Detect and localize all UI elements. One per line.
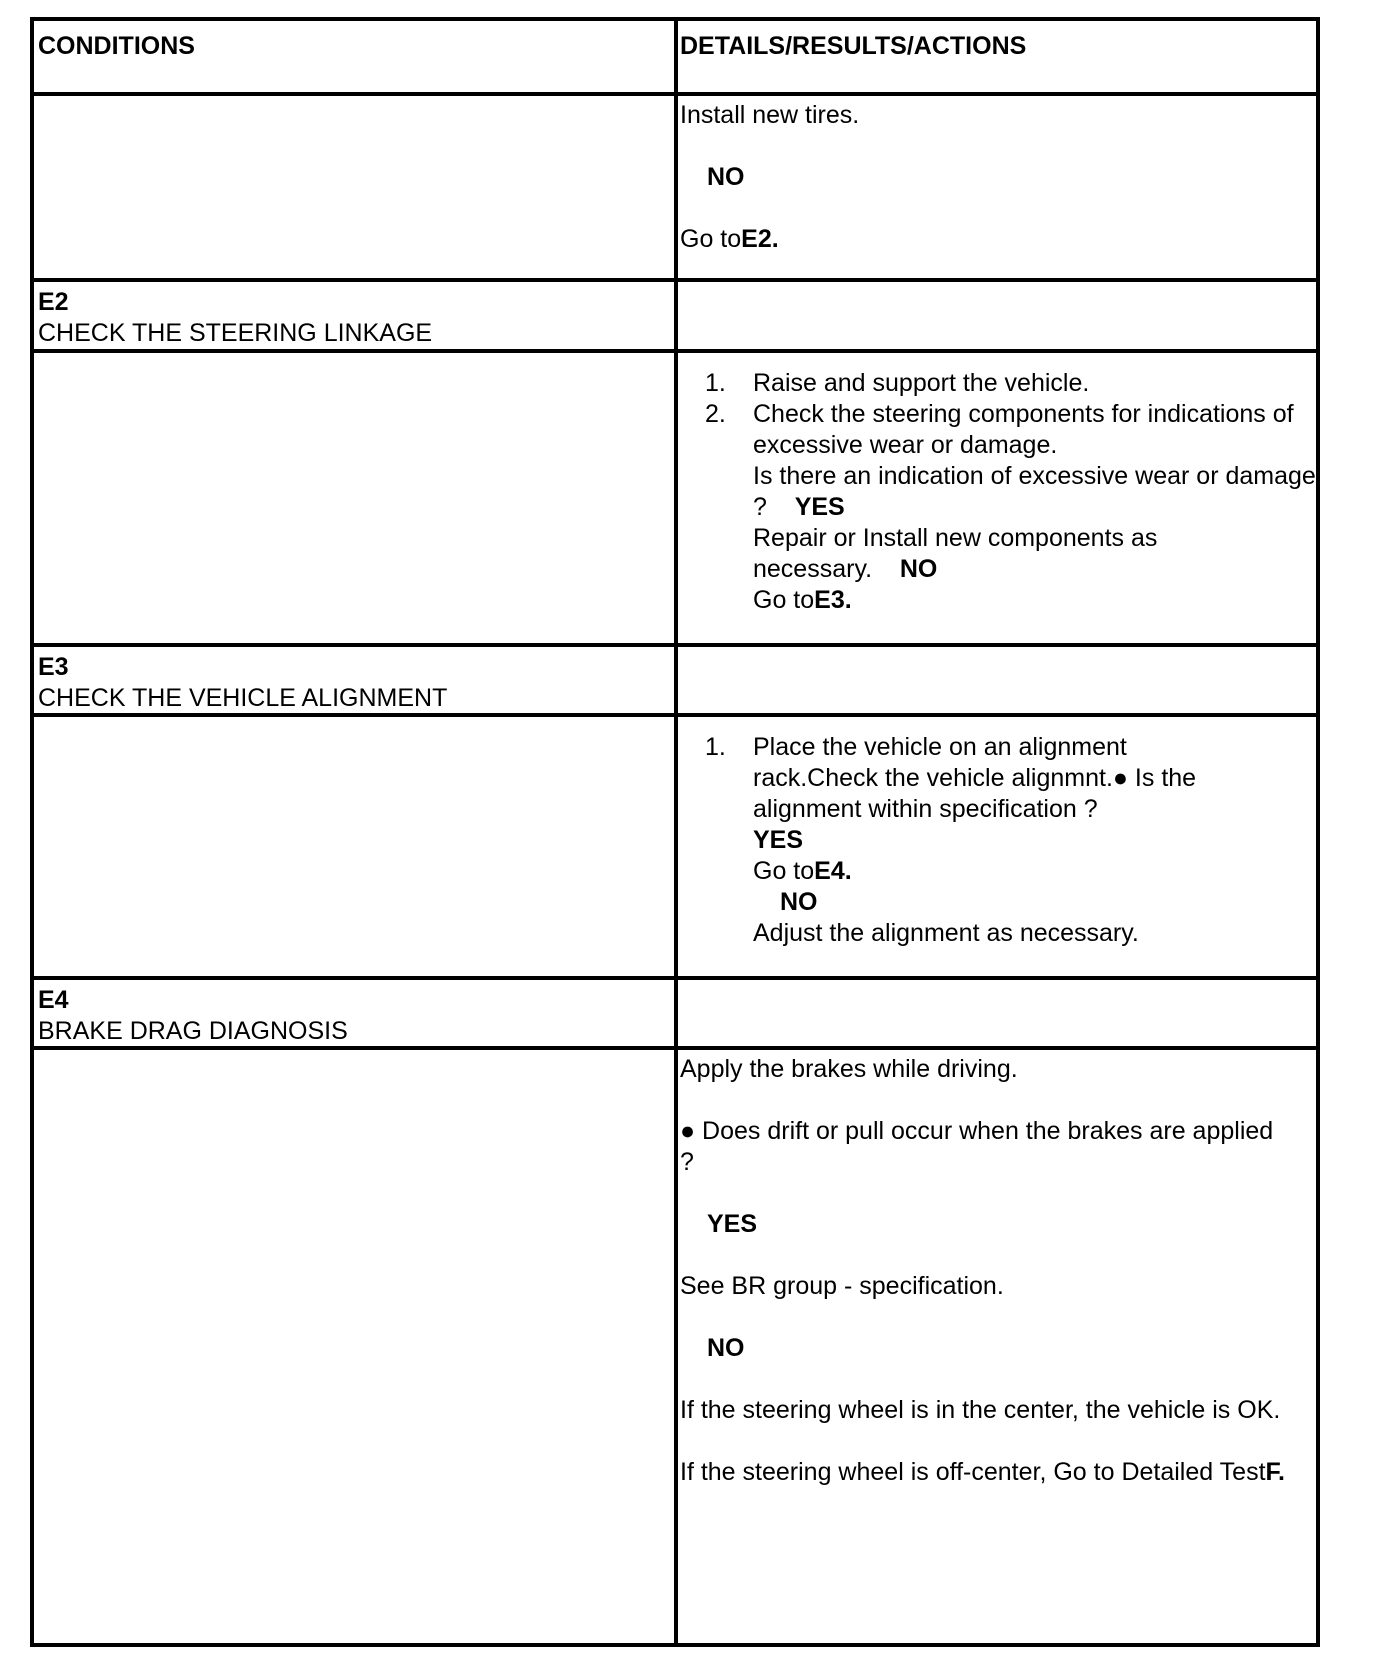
e2-no-label: NO	[899, 555, 938, 583]
e4-no-label: NO	[707, 1334, 745, 1362]
e4-condition	[38, 985, 672, 1047]
e2-yes-label: YES	[794, 493, 845, 521]
e2-step-1: 1. Raise and support the vehicle.	[705, 369, 1090, 397]
e3-details	[680, 732, 1320, 949]
e2-yes-action: Repair or Install new components as necessary.	[753, 524, 1158, 583]
goto-link-e4[interactable]: E4.	[814, 857, 852, 885]
e3-no-action: Adjust the alignment as necessary.	[753, 919, 1139, 947]
e3-code: E3	[38, 653, 69, 681]
goto-link-e3[interactable]: E3.	[814, 586, 852, 614]
e4-center-text: If the steering wheel is in the center, the vehicle is OK.	[680, 1396, 1281, 1424]
row-divider	[34, 349, 1316, 353]
e3-yes-label: YES	[753, 826, 804, 854]
e2-condition	[38, 287, 672, 349]
e1-goto: Go toE2.	[680, 225, 779, 253]
diagnostic-table	[30, 17, 1320, 1647]
e2-code: E2	[38, 288, 69, 316]
e4-question: ● Does drift or pull occur when the brakes are applied ?	[680, 1117, 1274, 1176]
e3-title: CHECK THE VEHICLE ALIGNMENT	[38, 684, 448, 712]
row-divider	[34, 278, 1316, 282]
row-divider	[34, 92, 1316, 96]
e3-steps	[680, 732, 1320, 949]
e4-offcenter-text: If the steering wheel is off-center, Go to Detailed TestF.	[680, 1458, 1285, 1486]
e4-title: BRAKE DRAG DIAGNOSIS	[38, 1017, 348, 1045]
goto-link-f[interactable]: F.	[1265, 1458, 1285, 1486]
row-divider	[34, 643, 1316, 647]
e4-action: Apply the brakes while driving.	[680, 1055, 1018, 1083]
e4-details	[680, 1054, 1290, 1488]
goto-link-e2[interactable]: E2.	[741, 225, 779, 253]
e2-steps	[680, 368, 1320, 616]
header-conditions: CONDITIONS	[38, 32, 195, 60]
column-divider	[674, 21, 678, 1643]
e4-yes-label: YES	[707, 1210, 758, 1238]
e3-condition	[38, 652, 672, 714]
e4-code: E4	[38, 986, 69, 1014]
e3-no-label: NO	[780, 888, 818, 916]
header-details: DETAILS/RESULTS/ACTIONS	[680, 32, 1027, 60]
row-divider	[34, 976, 1316, 980]
e2-title: CHECK THE STEERING LINKAGE	[38, 319, 433, 347]
e1-no-label: NO	[707, 163, 745, 191]
e2-step-2: 2. Check the steering components for indications of excessive wear or damage. Is there an indication of excessive wear or damage ? YES Repair or Install new components as necessary. NO Go toE3.	[705, 400, 1316, 614]
e1-details	[680, 100, 1320, 255]
e3-step-1: 1. Place the vehicle on an alignment rack.Check the vehicle alignmnt.● Is the alignment within specification ? YES Go toE4. NO Adjust the alignment as necessary.	[753, 732, 1320, 949]
e4-yes-action: See BR group - specification.	[680, 1272, 1004, 1300]
e2-details	[680, 368, 1320, 616]
e2-question: Is there an indication of excessive wear or damage ?	[753, 462, 1316, 521]
e1-action: Install new tires.	[680, 101, 860, 129]
